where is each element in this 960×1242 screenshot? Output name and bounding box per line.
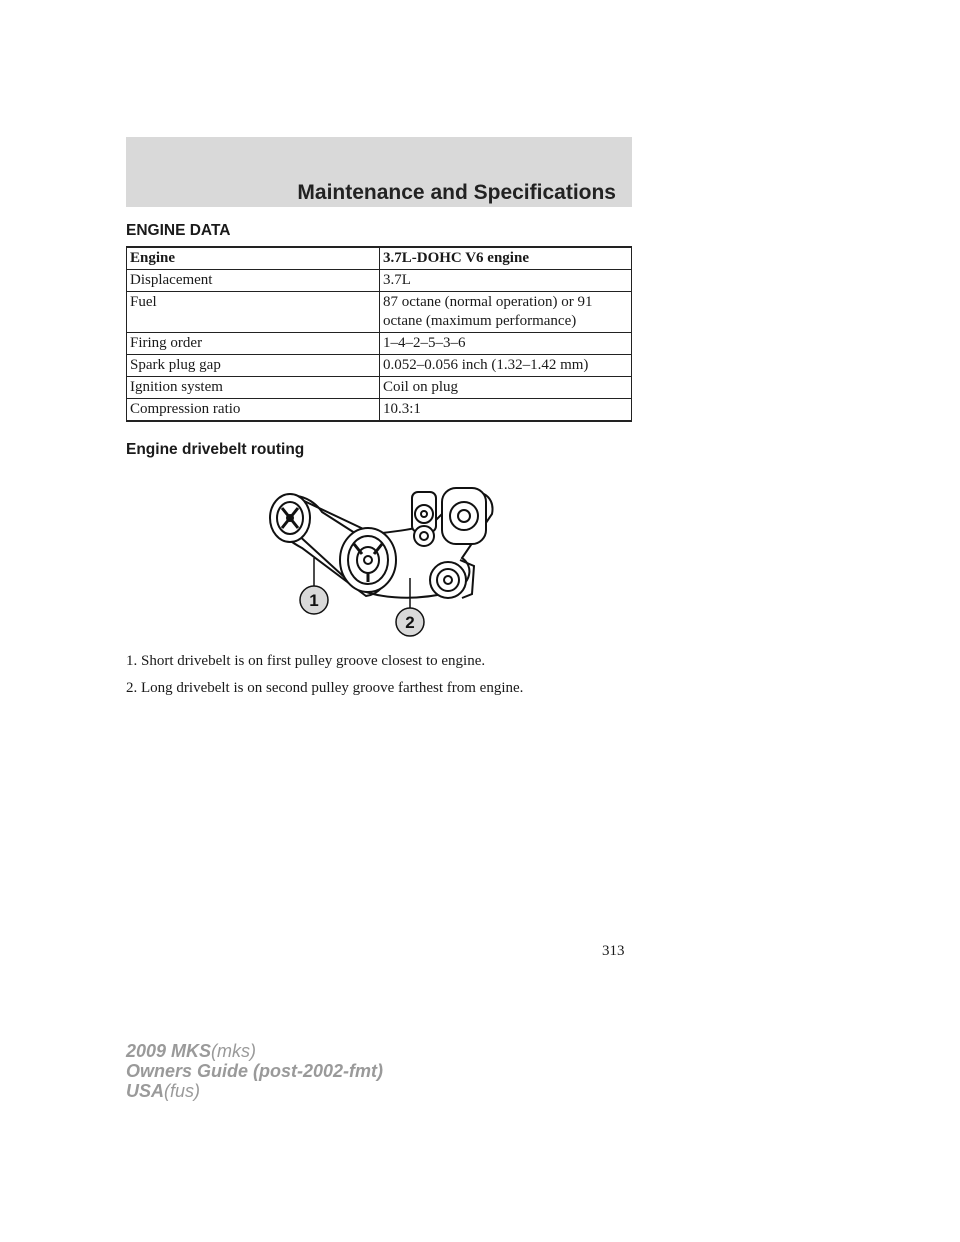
table-cell: Fuel — [127, 292, 380, 333]
table-cell: Displacement — [127, 270, 380, 292]
table-row — [127, 377, 632, 399]
callout-2 — [396, 608, 424, 636]
section-title: ENGINE DATA — [126, 222, 231, 239]
table-cell: 1–4–2–5–3–6 — [380, 333, 632, 355]
footer-line-2: Owners Guide (post-2002-fmt) — [126, 1061, 384, 1081]
callout-1-label: 1 — [309, 591, 319, 610]
table-cell: Ignition system — [127, 377, 380, 399]
page-header-title: Maintenance and Specifications — [297, 181, 616, 204]
drivebelt-routing-diagram — [262, 474, 502, 638]
document-footer — [126, 1041, 383, 1101]
page-number: 313 — [602, 943, 625, 959]
table-header-cell: Engine — [127, 247, 380, 270]
table-cell: 87 octane (normal operation) or 91 octane (maximum performance) — [380, 292, 632, 333]
table-cell: 3.7L — [380, 270, 632, 292]
table-row — [127, 292, 632, 333]
table-cell: 0.052–0.056 inch (1.32–1.42 mm) — [380, 355, 632, 377]
table-row — [127, 270, 632, 292]
callout-2-label: 2 — [405, 613, 415, 632]
drivebelt-routing-title: Engine drivebelt routing — [126, 441, 305, 458]
left-pulley — [270, 494, 310, 542]
table-cell: Spark plug gap — [127, 355, 380, 377]
table-row — [127, 355, 632, 377]
idler-pulley — [414, 526, 434, 546]
footer-line-3: USA(fus) — [126, 1081, 201, 1101]
table-cell: 10.3:1 — [380, 399, 632, 422]
note-2: 2. Long drivebelt is on second pulley groove farthest from engine. — [126, 680, 524, 696]
center-pulley — [340, 528, 396, 592]
table-cell: Firing order — [127, 333, 380, 355]
note-1: 1. Short drivebelt is on first pulley groove closest to engine. — [126, 653, 486, 669]
callout-1 — [300, 586, 328, 614]
engine-data-table — [126, 246, 632, 422]
table-row — [127, 333, 632, 355]
table-header-cell: 3.7L-DOHC V6 engine — [380, 247, 632, 270]
table-header-row — [127, 247, 632, 270]
table-row — [127, 399, 632, 422]
table-cell: Coil on plug — [380, 377, 632, 399]
table-cell: Compression ratio — [127, 399, 380, 422]
footer-line-1: 2009 MKS(mks) — [126, 1041, 257, 1061]
